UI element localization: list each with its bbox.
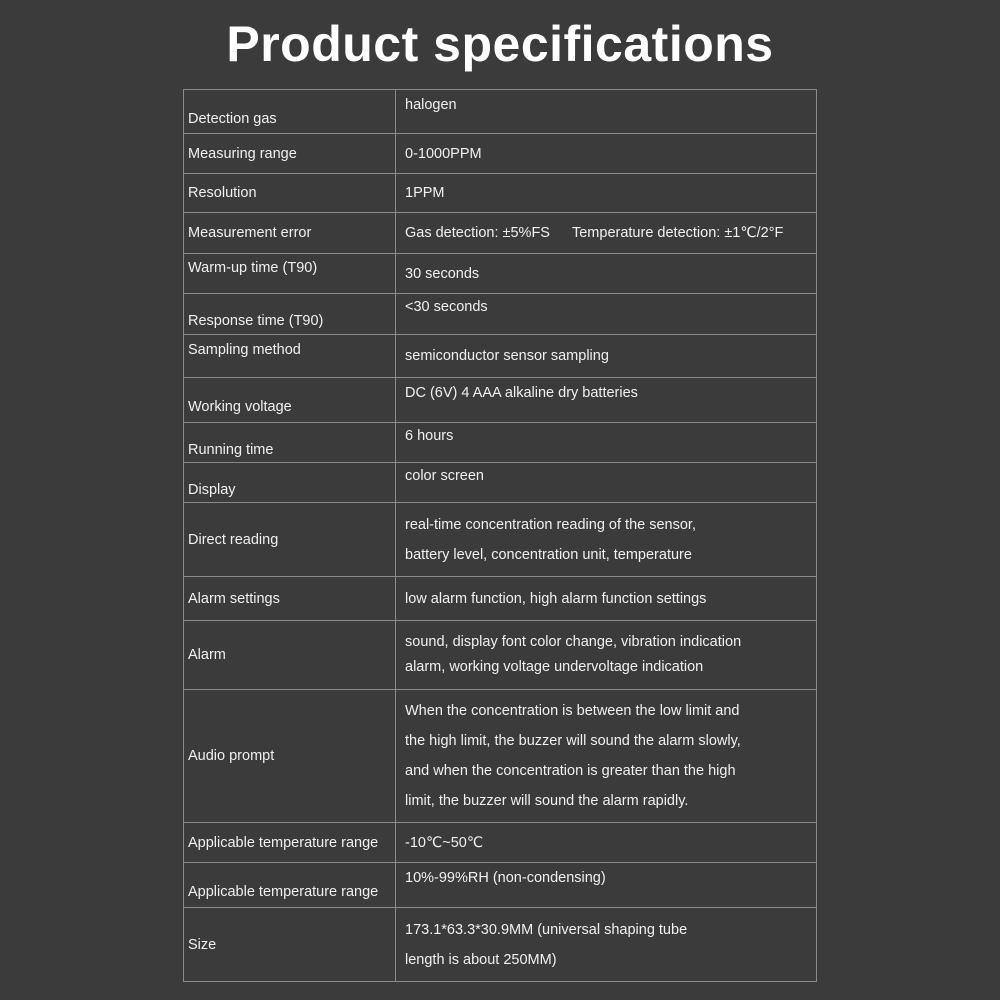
row-value: 6 hours (396, 423, 817, 463)
table-row (184, 213, 817, 254)
spec-table (183, 89, 817, 982)
table-row (184, 621, 817, 690)
row-label: Direct reading (184, 503, 396, 577)
row-value: low alarm function, high alarm function settings (396, 577, 817, 621)
row-label: Resolution (184, 174, 396, 213)
table-row (184, 690, 817, 823)
table-row (184, 463, 817, 503)
table-row (184, 577, 817, 621)
table-row (184, 378, 817, 423)
row-value: 1PPM (396, 174, 817, 213)
table-row (184, 90, 817, 134)
temperature-error-text: Temperature detection: ±1℃/2°F (571, 225, 784, 241)
row-value: 10%-99%RH (non-condensing) (396, 863, 817, 908)
table-row (184, 294, 817, 335)
row-label: Response time (T90) (184, 294, 396, 335)
row-label: Audio prompt (184, 690, 396, 823)
row-value: semiconductor sensor sampling (396, 335, 817, 378)
row-value: real-time concentration reading of the sensor, battery level, concentration unit, temperature (396, 503, 817, 577)
row-label: Alarm settings (184, 577, 396, 621)
gas-error-text: Gas detection: ±5%FS (405, 225, 550, 241)
table-row (184, 823, 817, 863)
table-row (184, 335, 817, 378)
table-row (184, 174, 817, 213)
table-row (184, 908, 817, 982)
row-label: Working voltage (184, 378, 396, 423)
row-label: Measuring range (184, 134, 396, 174)
table-row (184, 134, 817, 174)
table-row (184, 503, 817, 577)
row-label: Warm-up time (T90) (184, 254, 396, 294)
table-row (184, 423, 817, 463)
row-label: Display (184, 463, 396, 503)
row-value: 30 seconds (396, 254, 817, 294)
row-value: halogen (396, 90, 817, 134)
row-value: <30 seconds (396, 294, 817, 335)
table-row (184, 863, 817, 908)
row-value: DC (6V) 4 AAA alkaline dry batteries (396, 378, 817, 423)
row-label: Running time (184, 423, 396, 463)
row-value: When the concentration is between the low limit and the high limit, the buzzer will sound the alarm slowly, and when the concentration is greater than the high limit, the buzzer will sound the alarm rapidly. (396, 690, 817, 823)
table-row (184, 254, 817, 294)
row-label: Detection gas (184, 90, 396, 134)
page-title: Product specifications (226, 16, 774, 72)
row-value: color screen (396, 463, 817, 503)
row-label: Measurement error (184, 213, 396, 254)
row-label: Applicable temperature range (184, 863, 396, 908)
row-value: 173.1*63.3*30.9MM (universal shaping tube length is about 250MM) (396, 908, 817, 982)
row-value: 0-1000PPM (396, 134, 817, 174)
row-label: Applicable temperature range (184, 823, 396, 863)
row-value (396, 213, 817, 254)
row-value: sound, display font color change, vibration indication alarm, working voltage undervoltage indication (396, 621, 817, 690)
row-label: Size (184, 908, 396, 982)
row-label: Sampling method (184, 335, 396, 378)
row-value: -10℃~50℃ (396, 823, 817, 863)
row-label: Alarm (184, 621, 396, 690)
